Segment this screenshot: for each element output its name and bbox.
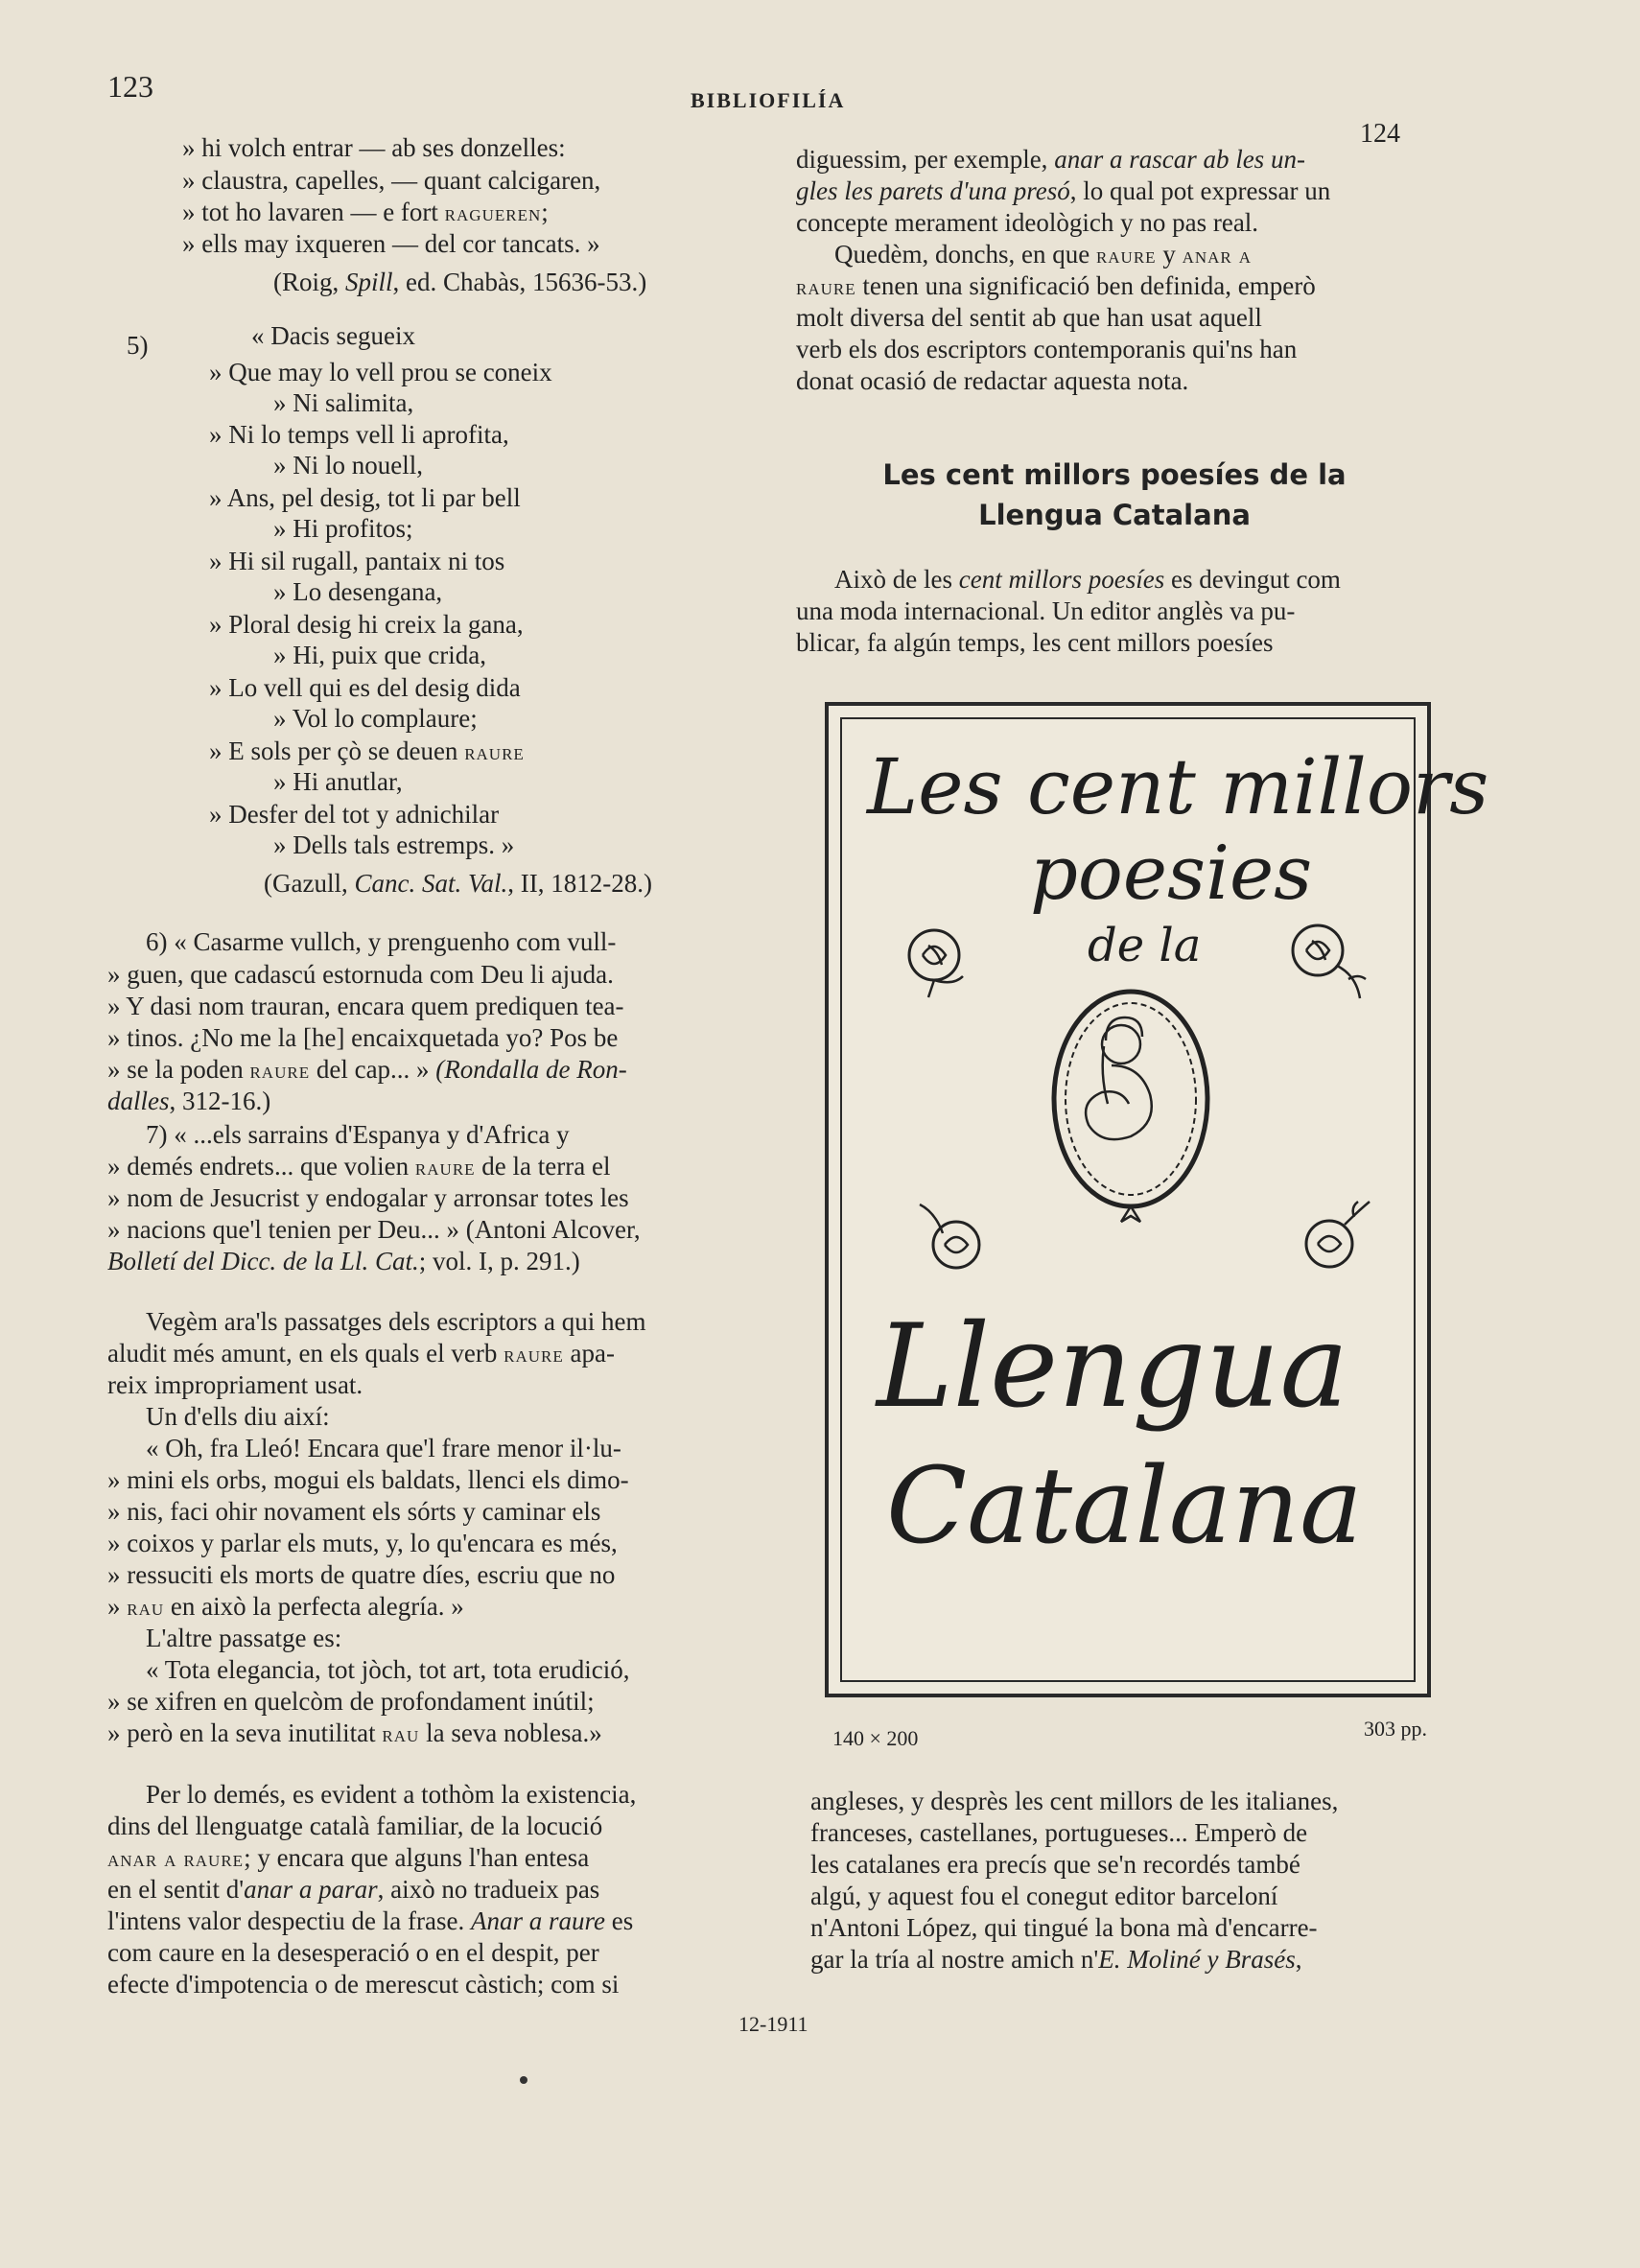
rose-icon <box>910 1195 996 1281</box>
text-line: dalles, 312-16.) <box>107 1087 271 1115</box>
text-line: » Dells tals estremps. » <box>273 830 515 859</box>
text-line: » tot ho lavaren — e fort ragueren; <box>182 198 549 226</box>
left-page-number: 123 <box>107 69 153 104</box>
text-line: » Hi, puix que crida, <box>273 641 486 669</box>
cover-title-line2: poesies <box>1030 830 1313 917</box>
rose-icon <box>1289 1190 1380 1281</box>
text-line: » Desfer del tot y adnichilar <box>209 800 500 829</box>
text-line: una moda internacional. Un editor anglès va pu- <box>796 596 1296 625</box>
text-line: » rau en això la perfecta alegría. » <box>107 1592 464 1621</box>
text-line: n'Antoni López, qui tingué la bona mà d'encarre- <box>810 1913 1318 1942</box>
text-line: » Ni lo nouell, <box>273 451 423 479</box>
text-line: » guen, que cadascú estornuda com Deu li ajuda. <box>107 960 614 989</box>
text-line: « Oh, fra Lleó! Encara que'l frare menor il·lu- <box>146 1434 621 1462</box>
text-line: verb els dos escriptors contemporanis qui'ns han <box>796 335 1298 363</box>
rose-icon <box>896 917 982 1003</box>
mother-and-child-medallion <box>1044 979 1217 1228</box>
text-line: » Ploral desig hi creix la gana, <box>209 610 524 639</box>
text-line: Vegèm ara'ls passatges dels escriptors a qui hem <box>146 1307 646 1336</box>
text-line: franceses, castellanes, portugueses... Emperò de <box>810 1818 1308 1847</box>
text-line: » Y dasi nom trauran, encara quem prediquen tea- <box>107 992 624 1020</box>
text-line: angleses, y desprès les cent millors de les italianes, <box>810 1787 1339 1815</box>
dot-mark <box>520 2076 527 2084</box>
text-line: « Tota elegancia, tot jòch, tot art, tota erudició, <box>146 1655 630 1684</box>
cover-title-line5: Catalana <box>886 1444 1363 1567</box>
text-line: » mini els orbs, mogui els baldats, llenci els dimo- <box>107 1465 629 1494</box>
cover-title-line4: Llengua <box>877 1300 1349 1434</box>
book-cover-figure <box>825 702 1489 1697</box>
text-line: blicar, fa algún temps, les cent millors poesíes <box>796 628 1274 657</box>
text-line: » claustra, capelles, — quant calcigaren, <box>182 166 601 195</box>
text-line: l'intens valor despectiu de la frase. Anar a raure es <box>107 1906 634 1935</box>
text-line: » Que may lo vell prou se coneix <box>209 358 552 386</box>
figure-caption-pages: 303 pp. <box>1364 1717 1427 1741</box>
text-line: » se la poden raure del cap... » (Rondalla de Ron- <box>107 1055 627 1084</box>
text-line: » però en la seva inutilitat rau la seva noblesa.» <box>107 1719 602 1747</box>
citation-line: (Roig, Spill, ed. Chabàs, 15636-53.) <box>273 268 647 296</box>
text-line: Quedèm, donchs, en que raure y anar a <box>834 240 1253 269</box>
text-line: 7) « ...els sarrains d'Espanya y d'Africa y <box>146 1120 570 1149</box>
cover-title-line1: Les cent millors <box>867 742 1489 831</box>
text-line: 6) « Casarme vullch, y prenguenho com vull- <box>146 927 617 956</box>
text-line: » se xifren en quelcòm de profondament inútil; <box>107 1687 595 1716</box>
cover-title-line3: de la <box>1088 919 1202 972</box>
text-line: » tinos. ¿No me la [he] encaixquetada yo? Pos be <box>107 1023 619 1052</box>
text-line: dins del llenguatge català familiar, de la locució <box>107 1812 603 1840</box>
text-line: » Lo vell qui es del desig dida <box>209 673 521 702</box>
text-line: « Dacis segueix <box>251 321 415 350</box>
text-line: gar la tría al nostre amich n'E. Moliné y Brasés, <box>810 1945 1302 1974</box>
verse-number: 5) <box>127 331 149 360</box>
rose-icon <box>1279 912 1375 1008</box>
text-line: diguessim, per exemple, anar a rascar ab les un- <box>796 145 1305 174</box>
text-line: » Ni lo temps vell li aprofita, <box>209 420 509 449</box>
signature-mark: 12-1911 <box>738 2012 808 2036</box>
text-line: » hi volch entrar — ab ses donzelles: <box>182 133 566 162</box>
text-line: » Hi anutlar, <box>273 767 403 796</box>
citation-line: (Gazull, Canc. Sat. Val., II, 1812-28.) <box>264 869 652 898</box>
right-page-number: 124 <box>1360 119 1400 149</box>
section-heading: Les cent millors poesíes de la Llengua Catalana <box>882 458 1347 531</box>
text-line: » Ans, pel desig, tot li par bell <box>209 483 521 512</box>
text-line: » ells may ixqueren — del cor tancats. » <box>182 229 600 258</box>
text-line: » Hi sil rugall, pantaix ni tos <box>209 547 505 575</box>
figure-caption-dimensions: 140 × 200 <box>832 1726 919 1750</box>
text-line: anar a raure; y encara que alguns l'han entesa <box>107 1843 590 1872</box>
text-line: donat ocasió de redactar aquesta nota. <box>796 366 1189 395</box>
text-line: Per lo demés, es evident a tothòm la existencia, <box>146 1780 637 1809</box>
text-line: com caure en la desesperació o en el despit, per <box>107 1938 599 1967</box>
text-line: Això de les cent millors poesíes es devingut com <box>834 565 1341 594</box>
text-line: » E sols per çò se deuen raure <box>209 737 525 765</box>
text-line: » Hi profitos; <box>273 514 413 543</box>
text-line: efecte d'impotencia o de merescut càstich; com si <box>107 1970 620 1999</box>
text-line: » Ni salimita, <box>273 388 414 417</box>
text-line: » ressuciti els morts de quatre díes, escriu que no <box>107 1560 616 1589</box>
text-line: les catalanes era precís que se'n recordés també <box>810 1850 1300 1879</box>
text-line: reix impropriament usat. <box>107 1370 363 1399</box>
text-line: » Vol lo complaure; <box>273 704 478 733</box>
running-title: BIBLIOFILÍA <box>691 88 846 112</box>
text-line: » demés endrets... que volien raure de la terra el <box>107 1152 611 1181</box>
text-line: » nom de Jesucrist y endogalar y arronsar totes les <box>107 1183 629 1212</box>
text-line: aludit més amunt, en els quals el verb raure apa- <box>107 1339 615 1368</box>
text-line: en el sentit d'anar a parar, això no tradueix pas <box>107 1875 600 1904</box>
text-line: » nis, faci ohir novament els sórts y caminar els <box>107 1497 601 1526</box>
text-line: concepte merament ideològich y no pas real. <box>796 208 1259 237</box>
text-line: gles les parets d'una presó, lo qual pot expressar un <box>796 176 1331 205</box>
text-line: raure tenen una significació ben definida, emperò <box>796 271 1316 300</box>
text-line: L'altre passatge es: <box>146 1624 342 1652</box>
text-line: » Lo desengana, <box>273 577 443 606</box>
text-line: molt diversa del sentit ab que han usat aquell <box>796 303 1262 332</box>
text-line: Un d'ells diu així: <box>146 1402 330 1431</box>
text-line: » nacions que'l tenien per Deu... » (Antoni Alcover, <box>107 1215 641 1244</box>
text-line: algú, y aquest fou el conegut editor barceloní <box>810 1882 1278 1910</box>
text-line: » coixos y parlar els muts, y, lo qu'encara es més, <box>107 1529 618 1557</box>
text-line: Bolletí del Dicc. de la Ll. Cat.; vol. I, p. 291.) <box>107 1247 580 1275</box>
